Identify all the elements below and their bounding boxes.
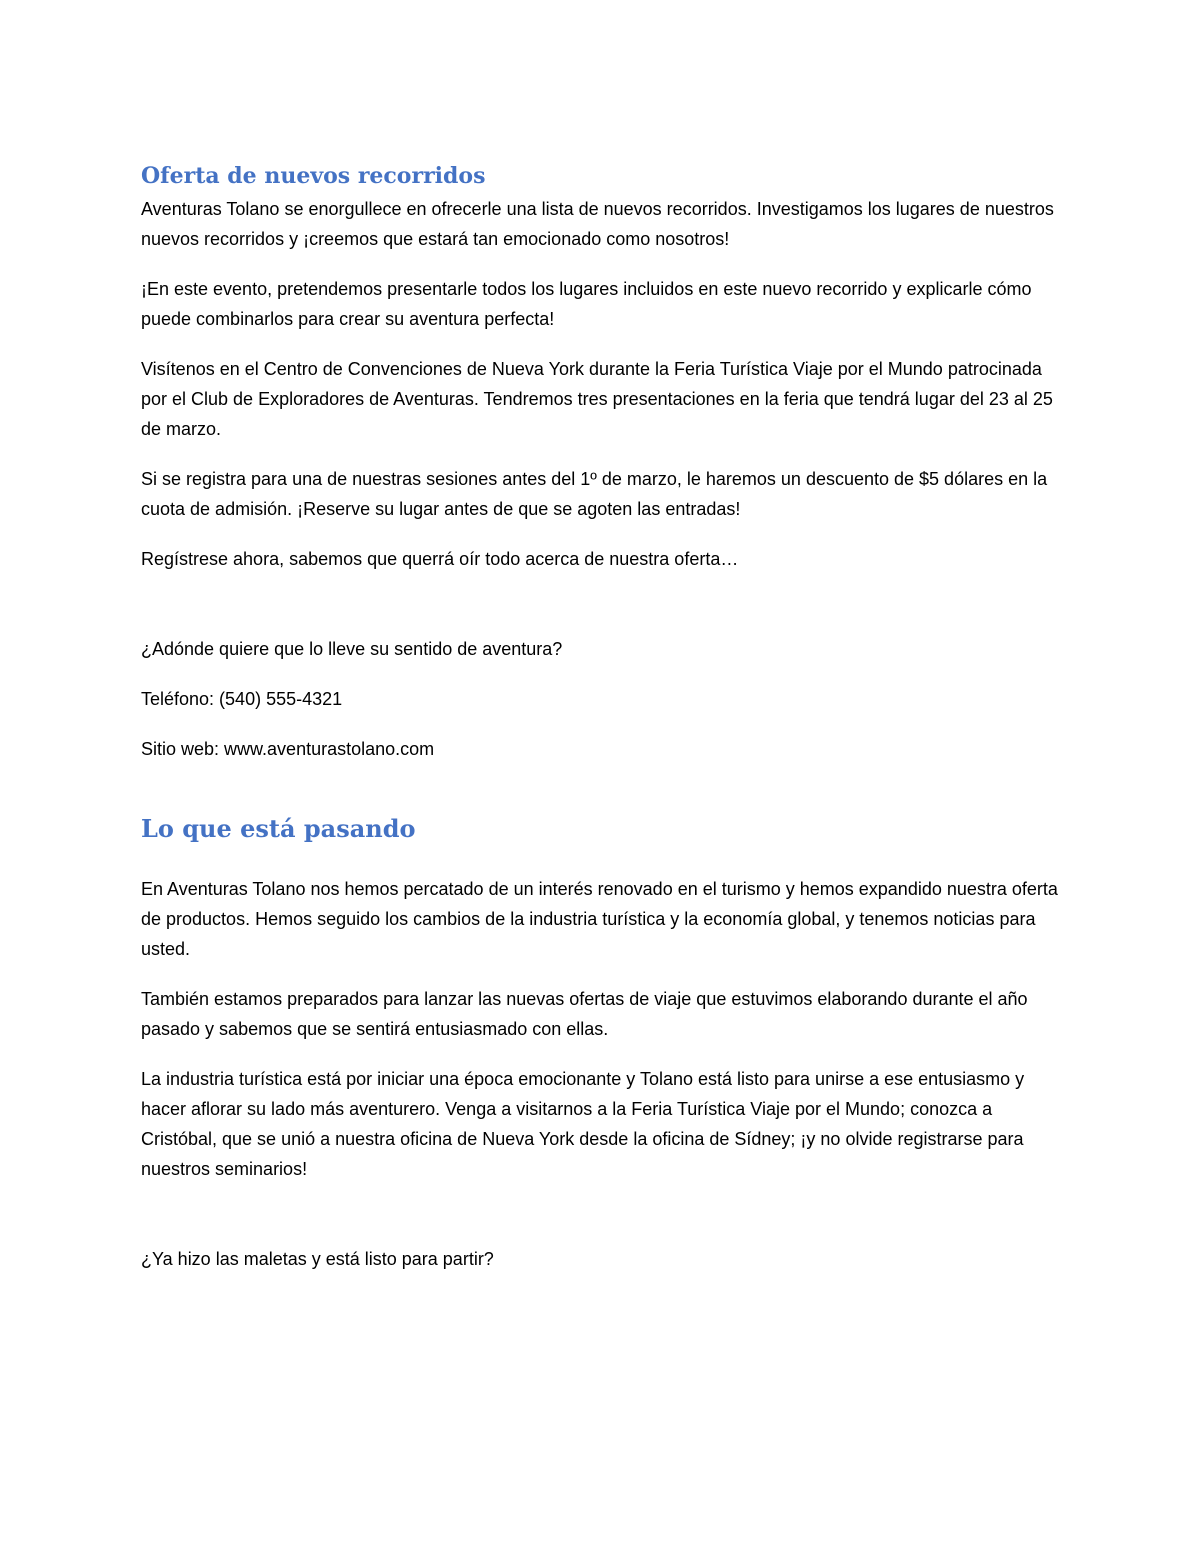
paragraph-discount: Si se registra para una de nuestras sesiones antes del 1º de marzo, le haremos un descuento de $5 dólares en la cuota de admisión. ¡Reserve su lugar antes de que se agoten las entradas! [141, 469, 1048, 519]
paragraph-register-now: Regístrese ahora, sabemos que querrá oír todo acerca de nuestra oferta… [141, 549, 739, 569]
heading-whats-happening: Lo que está pasando [141, 814, 416, 843]
spacer [141, 784, 1061, 810]
paragraph-industry-exciting: La industria turística está por iniciar una época emocionante y Tolano está listo para unirse a ese entusiasmo y hacer aflorar su lado más aventurero. Venga a visitarnos a la Feria Turística Viaje por el Mundo; conozca a Cristóbal, que se unió a nuestra oficina de Nueva York desde la oficina de Sídney; ¡y no olvide registrarse para nuestros seminarios! [141, 1069, 1025, 1179]
heading-new-tours-offer: Oferta de nuevos recorridos [141, 163, 486, 189]
paragraph-new-offers: También estamos preparados para lanzar las nuevas ofertas de viaje que estuvimos elaborando durante el año pasado y sabemos que se sentirá entusiasmado con ellas. [141, 989, 1028, 1039]
spacer [141, 848, 1061, 874]
paragraph-renewed-interest: En Aventuras Tolano nos hemos percatado de un interés renovado en el turismo y hemos expandido nuestra oferta de productos. Hemos seguido los cambios de la industria turística y la economía global, y tenemos noticias para usted. [141, 879, 1058, 959]
paragraph-event-presentation: ¡En este evento, pretendemos presentarle todos los lugares incluidos en este nuevo recorrido y explicarle cómo puede combinarlos para crear su aventura perfecta! [141, 279, 1032, 329]
spacer [141, 1204, 1061, 1244]
paragraph-offer-intro: Aventuras Tolano se enorgullece en ofrecerle una lista de nuevos recorridos. Investigamos los lugares de nuestros nuevos recorridos y ¡creemos que estará tan emocionado como nosotros! [141, 199, 1054, 249]
paragraph-visit-fair: Visítenos en el Centro de Convenciones de Nueva York durante la Feria Turística Viaje por el Mundo patrocinada por el Club de Exploradores de Aventuras. Tendremos tres presentaciones en la feria que tendrá lugar del 23 al 25 de marzo. [141, 359, 1053, 439]
contact-phone: Teléfono: (540) 555-4321 [141, 689, 343, 709]
document-body [141, 158, 1061, 1294]
closing-question: ¿Ya hizo las maletas y está listo para partir? [141, 1249, 494, 1269]
contact-website: Sitio web: www.aventurastolano.com [141, 739, 435, 759]
spacer [141, 594, 1061, 634]
contact-tagline: ¿Adónde quiere que lo lleve su sentido de aventura? [141, 639, 563, 659]
